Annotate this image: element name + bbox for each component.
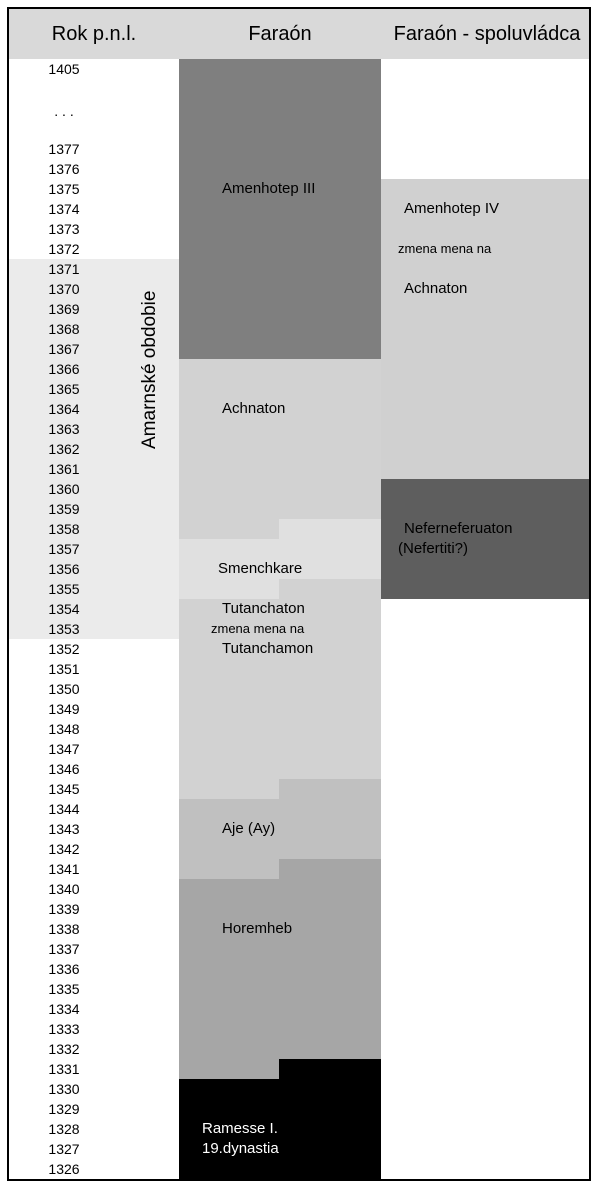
header-coregent: Faraón - spoluvládca bbox=[393, 23, 581, 45]
block-achnaton bbox=[179, 359, 381, 519]
label-amenhotep-iii: Amenhotep III bbox=[222, 180, 316, 197]
year-row: 1376 bbox=[48, 161, 80, 177]
block-horemheb bbox=[179, 879, 381, 1059]
year-row: 1369 bbox=[48, 301, 80, 317]
label-nefertiti: (Nefertiti?) bbox=[398, 540, 469, 557]
block-horemheb-tail bbox=[179, 1059, 279, 1079]
year-row: 1347 bbox=[48, 741, 80, 757]
label-coregent-achnaton: Achnaton bbox=[404, 280, 468, 297]
year-row: 1357 bbox=[48, 541, 80, 557]
year-row: 1353 bbox=[48, 621, 80, 637]
year-row: 1364 bbox=[48, 401, 80, 417]
block-achnaton-step bbox=[179, 519, 279, 539]
year-row: 1342 bbox=[48, 841, 80, 857]
year-row: 1327 bbox=[48, 1141, 80, 1157]
year-row: 1360 bbox=[48, 481, 80, 497]
year-row: 1345 bbox=[48, 781, 80, 797]
year-row: 1350 bbox=[48, 681, 80, 697]
block-horemheb-step bbox=[279, 859, 381, 879]
year-row: 1365 bbox=[48, 381, 80, 397]
year-row: 1335 bbox=[48, 981, 80, 997]
year-row: 1333 bbox=[48, 1021, 80, 1037]
year-row: 1331 bbox=[48, 1061, 80, 1077]
year-row: 1354 bbox=[48, 601, 80, 617]
year-row: 1340 bbox=[48, 881, 80, 897]
year-row: 1377 bbox=[48, 141, 80, 157]
year-first: 1405 bbox=[48, 61, 80, 77]
label-horemheb: Horemheb bbox=[222, 920, 293, 937]
year-row: 1351 bbox=[48, 661, 80, 677]
year-row: 1346 bbox=[48, 761, 80, 777]
block-amenhotep-iv bbox=[381, 179, 591, 479]
label-neferneferuaton: Neferneferuaton bbox=[404, 520, 513, 537]
label-tutanchamon: Tutanchamon bbox=[222, 640, 314, 657]
year-row: 1334 bbox=[48, 1001, 80, 1017]
year-row: 1349 bbox=[48, 701, 80, 717]
year-row: 1367 bbox=[48, 341, 80, 357]
year-row: 1363 bbox=[48, 421, 80, 437]
year-row: 1330 bbox=[48, 1081, 80, 1097]
label-amenhotep-iv: Amenhotep IV bbox=[404, 200, 500, 217]
block-aje bbox=[179, 799, 381, 859]
year-row: 1371 bbox=[48, 261, 80, 277]
year-row: 1368 bbox=[48, 321, 80, 337]
year-row: 1337 bbox=[48, 941, 80, 957]
block-aje-tail bbox=[179, 859, 279, 879]
year-row: 1332 bbox=[48, 1041, 80, 1057]
year-row: 1361 bbox=[48, 461, 80, 477]
label-aje: Aje (Ay) bbox=[222, 820, 276, 837]
header-year: Rok p.n.l. bbox=[51, 23, 137, 45]
year-row: 1372 bbox=[48, 241, 80, 257]
label-rename-achnaton: zmena mena na bbox=[398, 241, 492, 256]
label-rename-tutanchamon: zmena mena na bbox=[211, 621, 305, 636]
year-row: 1343 bbox=[48, 821, 80, 837]
header-pharaoh: Faraón bbox=[248, 23, 312, 45]
year-row: 1375 bbox=[48, 181, 80, 197]
block-aje-step bbox=[279, 779, 381, 799]
year-ellipsis: . . . bbox=[54, 103, 74, 119]
year-row: 1341 bbox=[48, 861, 80, 877]
year-row: 1326 bbox=[48, 1161, 80, 1177]
block-tutanchamon-step bbox=[279, 579, 381, 599]
year-row: 1338 bbox=[48, 921, 80, 937]
year-row: 1374 bbox=[48, 201, 80, 217]
year-row: 1373 bbox=[48, 221, 80, 237]
year-row: 1358 bbox=[48, 521, 80, 537]
block-amenhotep-iii bbox=[179, 59, 381, 359]
label-smenchkare: Smenchkare bbox=[218, 560, 303, 577]
year-row: 1344 bbox=[48, 801, 80, 817]
year-row: 1339 bbox=[48, 901, 80, 917]
year-row: 1366 bbox=[48, 361, 80, 377]
label-tutanchaton: Tutanchaton bbox=[222, 600, 305, 617]
year-row: 1370 bbox=[48, 281, 80, 297]
year-row: 1329 bbox=[48, 1101, 80, 1117]
block-ramesse-step bbox=[279, 1059, 381, 1079]
year-row: 1359 bbox=[48, 501, 80, 517]
year-row: 1348 bbox=[48, 721, 80, 737]
year-row: 1356 bbox=[48, 561, 80, 577]
year-row: 1362 bbox=[48, 441, 80, 457]
block-tutanchamon-tail bbox=[179, 779, 279, 799]
year-row: 1352 bbox=[48, 641, 80, 657]
label-dynasty: 19.dynastia bbox=[202, 1140, 279, 1157]
year-row: 1355 bbox=[48, 581, 80, 597]
year-row: 1336 bbox=[48, 961, 80, 977]
year-row: 1328 bbox=[48, 1121, 80, 1137]
label-ramesse: Ramesse I. bbox=[202, 1120, 278, 1137]
label-achnaton: Achnaton bbox=[222, 400, 286, 417]
timeline-table bbox=[7, 7, 591, 1181]
